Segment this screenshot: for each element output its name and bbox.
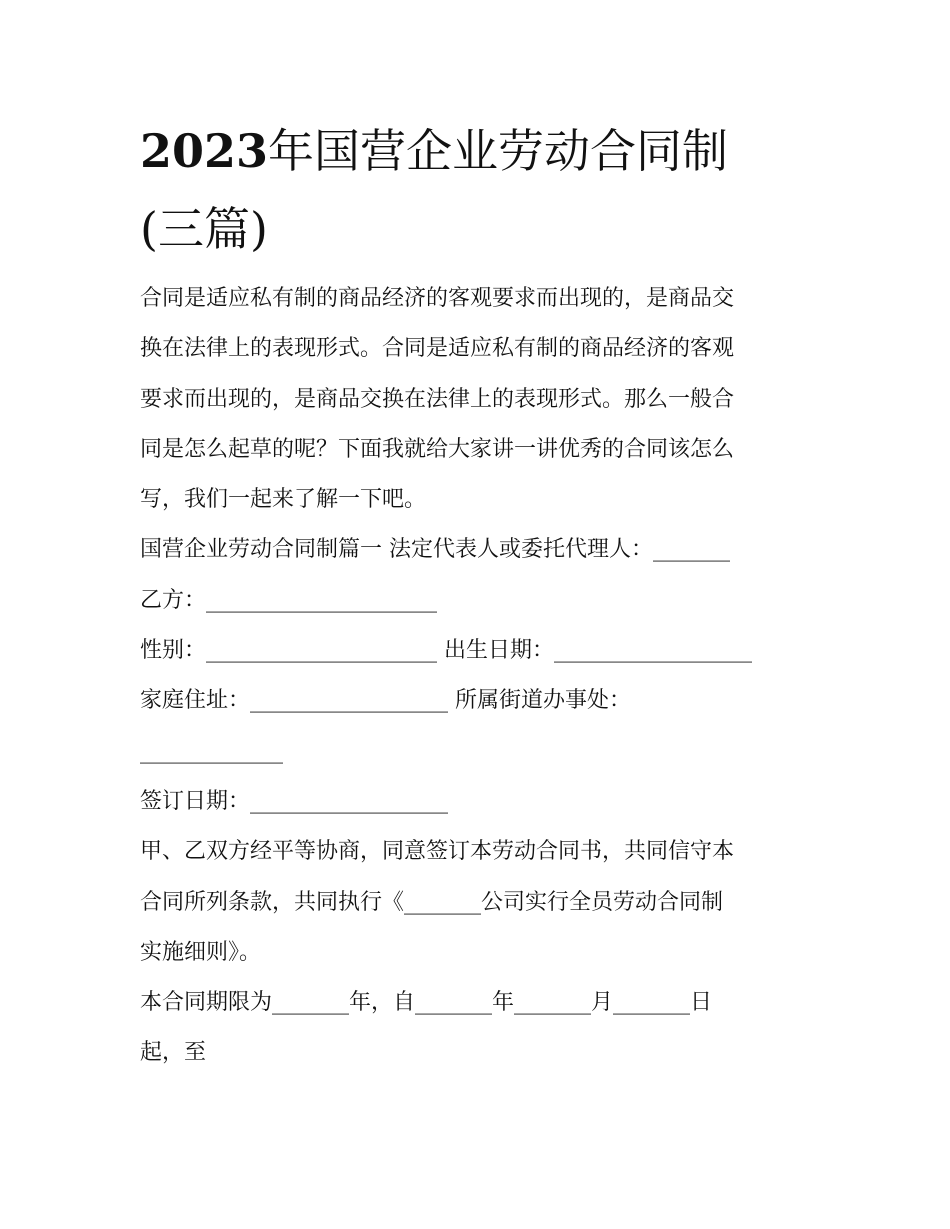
term-line: 本合同期限为_______年，自_______年_______月_______日 (140, 990, 713, 1016)
party-b-line: 乙方：_____________________ (140, 587, 438, 613)
agreement-line: 合同所列条款，共同执行《_______公司实行全员劳动合同制 (140, 889, 724, 915)
term-line: 起，至 (140, 1040, 207, 1066)
gender-birthdate-line: 性别：_____________________ 出生日期：__________________ (140, 638, 752, 664)
intro-line: 要求而出现的，是商品交换在法律上的表现形式。那么一般合 (140, 386, 735, 412)
title-line2: (三篇) (140, 202, 268, 256)
signing-date-line: 签订日期：__________________ (140, 788, 449, 814)
document-title (140, 112, 820, 268)
intro-line: 同是怎么起草的呢？下面我就给大家讲一讲优秀的合同该怎么 (140, 436, 735, 462)
representative-line: 国营企业劳动合同制篇一 法定代表人或委托代理人：_______ (140, 537, 730, 563)
address-line: 家庭住址：__________________ 所属街道办事处： (140, 688, 631, 714)
intro-line: 写，我们一起来了解一下吧。 (140, 487, 427, 513)
agreement-line: 实施细则》。 (140, 939, 262, 965)
address-blank-line: _____________ (140, 738, 283, 764)
intro-line: 合同是适应私有制的商品经济的客观要求而出现的，是商品交 (140, 286, 735, 311)
title-year: 2023 (140, 124, 269, 178)
document-body (140, 274, 812, 1079)
title-line1-rest: 年国营企业劳动合同制 (268, 124, 729, 178)
agreement-line: 甲、乙双方经平等协商，同意签订本劳动合同书，共同信守本 (140, 839, 735, 865)
intro-line: 换在法律上的表现形式。合同是适应私有制的商品经济的客观 (140, 336, 735, 362)
